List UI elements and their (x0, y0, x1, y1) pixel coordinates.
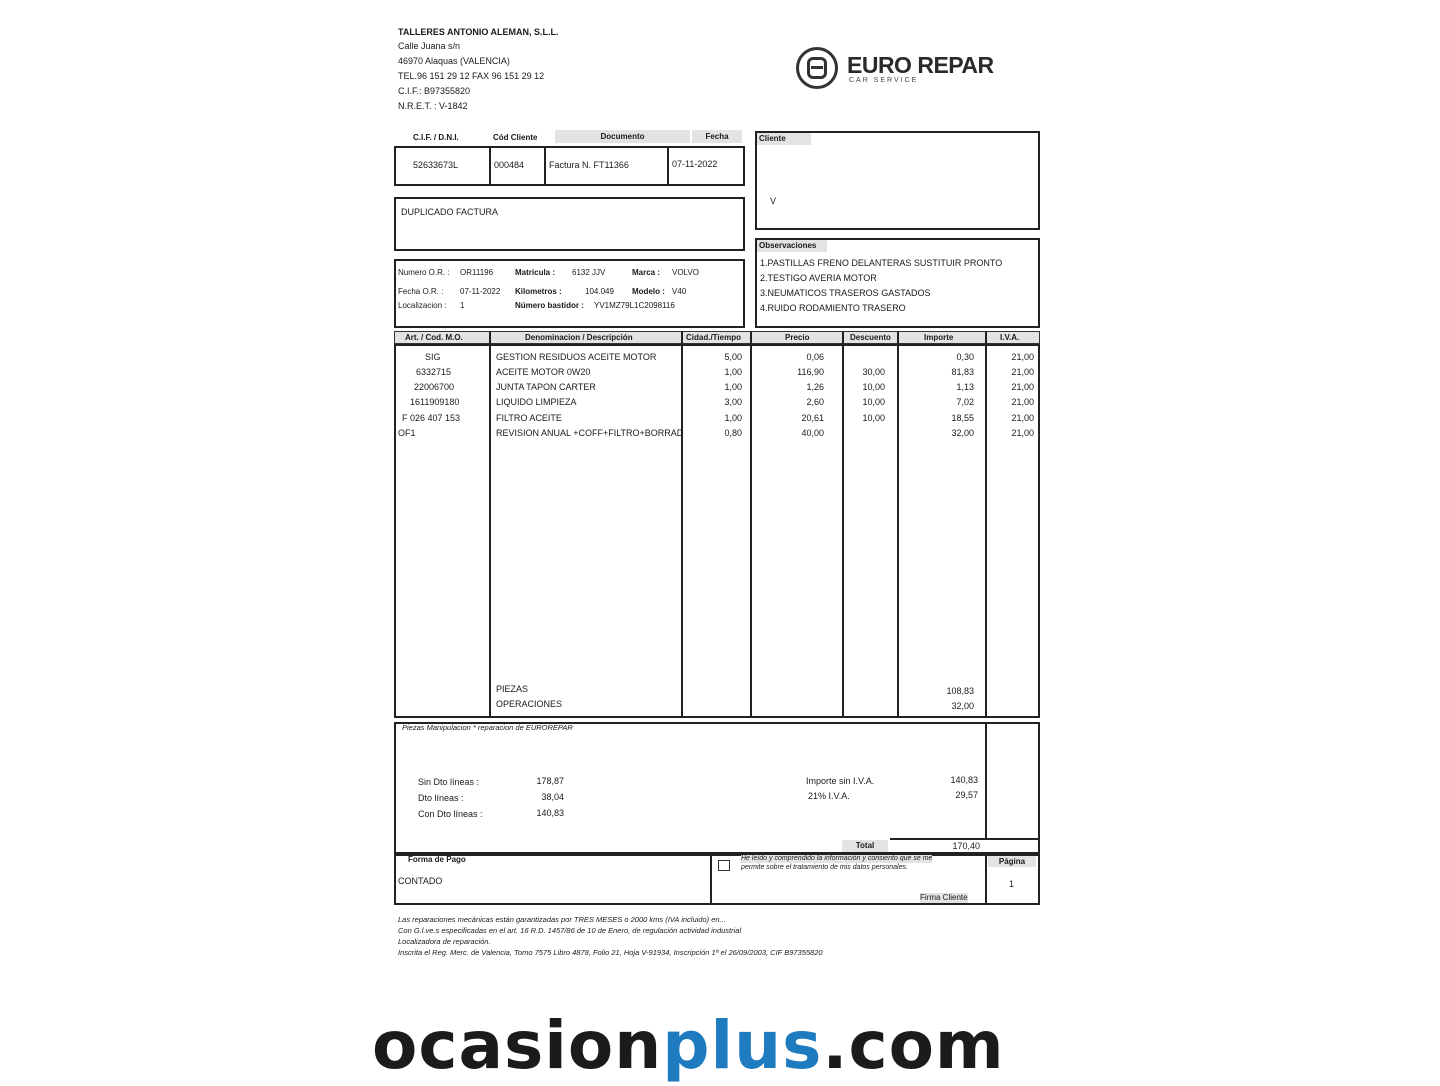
row-amount: 81,83 (951, 367, 974, 377)
model-value: V40 (672, 287, 687, 296)
logo-name: EURO REPAR (847, 52, 994, 78)
col-header-discount: Descuento (850, 333, 891, 342)
row-ref: F 026 407 153 (402, 413, 461, 423)
row-desc: FILTRO ACEITE (496, 413, 562, 423)
order-date: 07-11-2022 (460, 287, 501, 296)
km-label: Kilometros : (515, 287, 562, 296)
consent-text-2: permite sobre el tratamiento de mis datos personales. (741, 864, 908, 871)
row-discount: 30,00 (862, 367, 885, 377)
observation-line: 1.PASTILLAS FRENO DELANTERAS SUSTITUIR PRONTO (760, 258, 1003, 268)
row-discount: 10,00 (862, 397, 885, 407)
client-box (755, 131, 1040, 230)
col-header-amount: Importe (924, 333, 954, 342)
cif-value: 52633673L (413, 160, 459, 170)
page-label: Página (988, 856, 1036, 867)
col-header-ref: Art. / Cod. M.O. (405, 333, 463, 342)
total-label: Total (842, 840, 888, 852)
brand-value: VOLVO (672, 268, 699, 277)
label-client-code: Cód Cliente (493, 133, 538, 142)
summary-amount: 32,00 (951, 701, 974, 711)
row-amount: 18,55 (951, 413, 974, 423)
company-city: 46970 Alaquas (VALENCIA) (398, 56, 510, 66)
col-header-qty: Cidad./Tiempo (686, 333, 741, 342)
totals-note: Piezas Manipulacion * reparacion de EUROREPAR (402, 723, 573, 732)
sin-dto-value: 178,87 (536, 776, 564, 786)
loc-value: 1 (460, 301, 465, 310)
row-ref: 1611909180 (410, 397, 460, 407)
row-vat: 21,00 (1011, 397, 1034, 407)
vin-value: YV1MZ79L1C2098116 (594, 301, 675, 310)
row-qty: 1,00 (724, 413, 742, 423)
row-price: 116,90 (797, 367, 824, 377)
company-cif: C.I.F.: B97355820 (398, 86, 471, 96)
row-desc: LIQUIDO LIMPIEZA (496, 397, 577, 407)
base-value: 140,83 (950, 775, 978, 785)
row-desc: REVISION ANUAL +COFF+FILTRO+BORRAD (496, 428, 684, 438)
sin-dto-label: Sin Dto líneas : (418, 777, 480, 787)
client-letter: V (770, 196, 777, 206)
row-qty: 3,00 (724, 397, 742, 407)
consent-text-1: He leído y comprendido la información y consiento que se me (741, 855, 933, 862)
client-code-value: 000484 (494, 160, 525, 170)
row-qty: 0,80 (724, 428, 742, 438)
row-amount: 7,02 (956, 397, 974, 407)
row-price: 20,61 (801, 413, 824, 423)
row-ref: 6332715 (416, 367, 452, 377)
con-dto-label: Con Dto líneas : (418, 809, 483, 819)
label-cif: C.I.F. / D.N.I. (413, 133, 459, 142)
base-label: Importe sin I.V.A. (806, 776, 875, 786)
row-vat: 21,00 (1011, 352, 1034, 362)
row-price: 40,00 (801, 428, 824, 438)
row-price: 0,06 (806, 352, 824, 362)
vin-label: Número bastidor : (515, 301, 584, 310)
footer-line: Localizadora de reparación. (398, 937, 491, 946)
watermark-part: ocasion (372, 1007, 663, 1084)
label-date: Fecha (692, 130, 742, 143)
consent-checkbox[interactable] (718, 860, 730, 871)
client-label: Cliente (757, 133, 811, 145)
observation-line: 2.TESTIGO AVERIA MOTOR (760, 273, 877, 283)
summary-label: PIEZAS (496, 684, 529, 694)
row-ref: OF1 (398, 428, 416, 438)
row-amount: 1,13 (956, 382, 974, 392)
footer-line: Con G.l.ve.s especificadas en el art. 16 R.D. 1457/86 de 10 de Enero, de regulación actividad industrial (398, 926, 742, 935)
footer-line: Inscrita el Reg. Merc. de Valencia, Tomo 7575 Libro 4878, Folio 21, Hoja V-91934, Inscripción 1ª el 26/09/2003, CIF B97355820 (398, 948, 823, 957)
col-header-vat: I.V.A. (1000, 333, 1020, 342)
observation-line: 4.RUIDO RODAMIENTO TRASERO (760, 303, 906, 313)
row-discount: 10,00 (862, 382, 885, 392)
plate-label: Matricula : (515, 268, 556, 277)
col-header-price: Precio (785, 333, 810, 342)
row-qty: 1,00 (724, 367, 742, 377)
payment-label: Forma de Pago (408, 855, 466, 864)
watermark-part: .com (822, 1007, 1005, 1084)
page-value: 1 (1009, 879, 1015, 889)
observations-label: Observaciones (757, 240, 827, 252)
dto-label: Dto líneas : (418, 793, 464, 803)
total-value: 170,40 (952, 841, 980, 851)
footer-line: Las reparaciones mecánicas están garantizadas por TRES MESES o 2000 kms (IVA incluido) en... (398, 915, 726, 924)
row-discount: 10,00 (862, 413, 885, 423)
eurorepar-logo-icon (796, 47, 838, 89)
loc-label: Localizacion : (398, 301, 447, 310)
row-desc: ACEITE MOTOR 0W20 (496, 367, 591, 377)
row-ref: 22006700 (414, 382, 455, 392)
observation-line: 3.NEUMATICOS TRASEROS GASTADOS (760, 288, 931, 298)
row-price: 1,26 (806, 382, 824, 392)
company-street: Calle Juana s/n (398, 41, 461, 51)
company-nret: N.R.E.T. : V-1842 (398, 101, 468, 111)
summary-label: OPERACIONES (496, 699, 563, 709)
row-qty: 1,00 (724, 382, 742, 392)
km-value: 104.049 (585, 287, 614, 296)
row-amount: 32,00 (951, 428, 974, 438)
col-header-desc: Denominacion / Descripción (525, 333, 633, 342)
order-num: OR11196 (460, 268, 494, 277)
row-desc: JUNTA TAPON CARTER (496, 382, 596, 392)
sign-label: Firma Cliente (920, 893, 968, 902)
watermark-part: plus (662, 1007, 823, 1084)
row-ref: SIG (425, 352, 441, 362)
document-value: Factura N. FT11366 (549, 160, 629, 170)
row-qty: 5,00 (724, 352, 742, 362)
row-price: 2,60 (806, 397, 824, 407)
plate-value: 6132 JJV (572, 268, 606, 277)
order-date-label: Fecha O.R. : (398, 287, 444, 296)
date-value: 07-11-2022 (672, 159, 718, 169)
row-vat: 21,00 (1011, 413, 1034, 423)
brand-label: Marca : (632, 268, 661, 277)
company-phone: TEL.96 151 29 12 FAX 96 151 29 12 (398, 71, 545, 81)
vat-value: 29,57 (955, 790, 978, 800)
payment-value: CONTADO (398, 876, 443, 886)
duplicate-label: DUPLICADO FACTURA (401, 207, 499, 217)
label-document: Documento (555, 130, 690, 143)
duplicate-box (394, 197, 745, 251)
model-label: Modelo : (632, 287, 665, 296)
order-num-label: Numero O.R. : (398, 268, 450, 277)
dto-value: 38,04 (541, 792, 564, 802)
row-vat: 21,00 (1011, 367, 1034, 377)
row-vat: 21,00 (1011, 382, 1034, 392)
con-dto-value: 140,83 (536, 808, 564, 818)
ocasionplus-watermark (372, 1006, 1005, 1086)
totals-box (394, 722, 1040, 854)
company-name: TALLERES ANTONIO ALEMAN, S.L.L. (398, 27, 559, 37)
row-amount: 0,30 (956, 352, 974, 362)
row-desc: GESTION RESIDUOS ACEITE MOTOR (496, 352, 657, 362)
logo-subtitle: CAR SERVICE (849, 77, 919, 84)
row-vat: 21,00 (1011, 428, 1034, 438)
summary-amount: 108,83 (946, 686, 974, 696)
vat-label: 21% I.V.A. (808, 791, 850, 801)
